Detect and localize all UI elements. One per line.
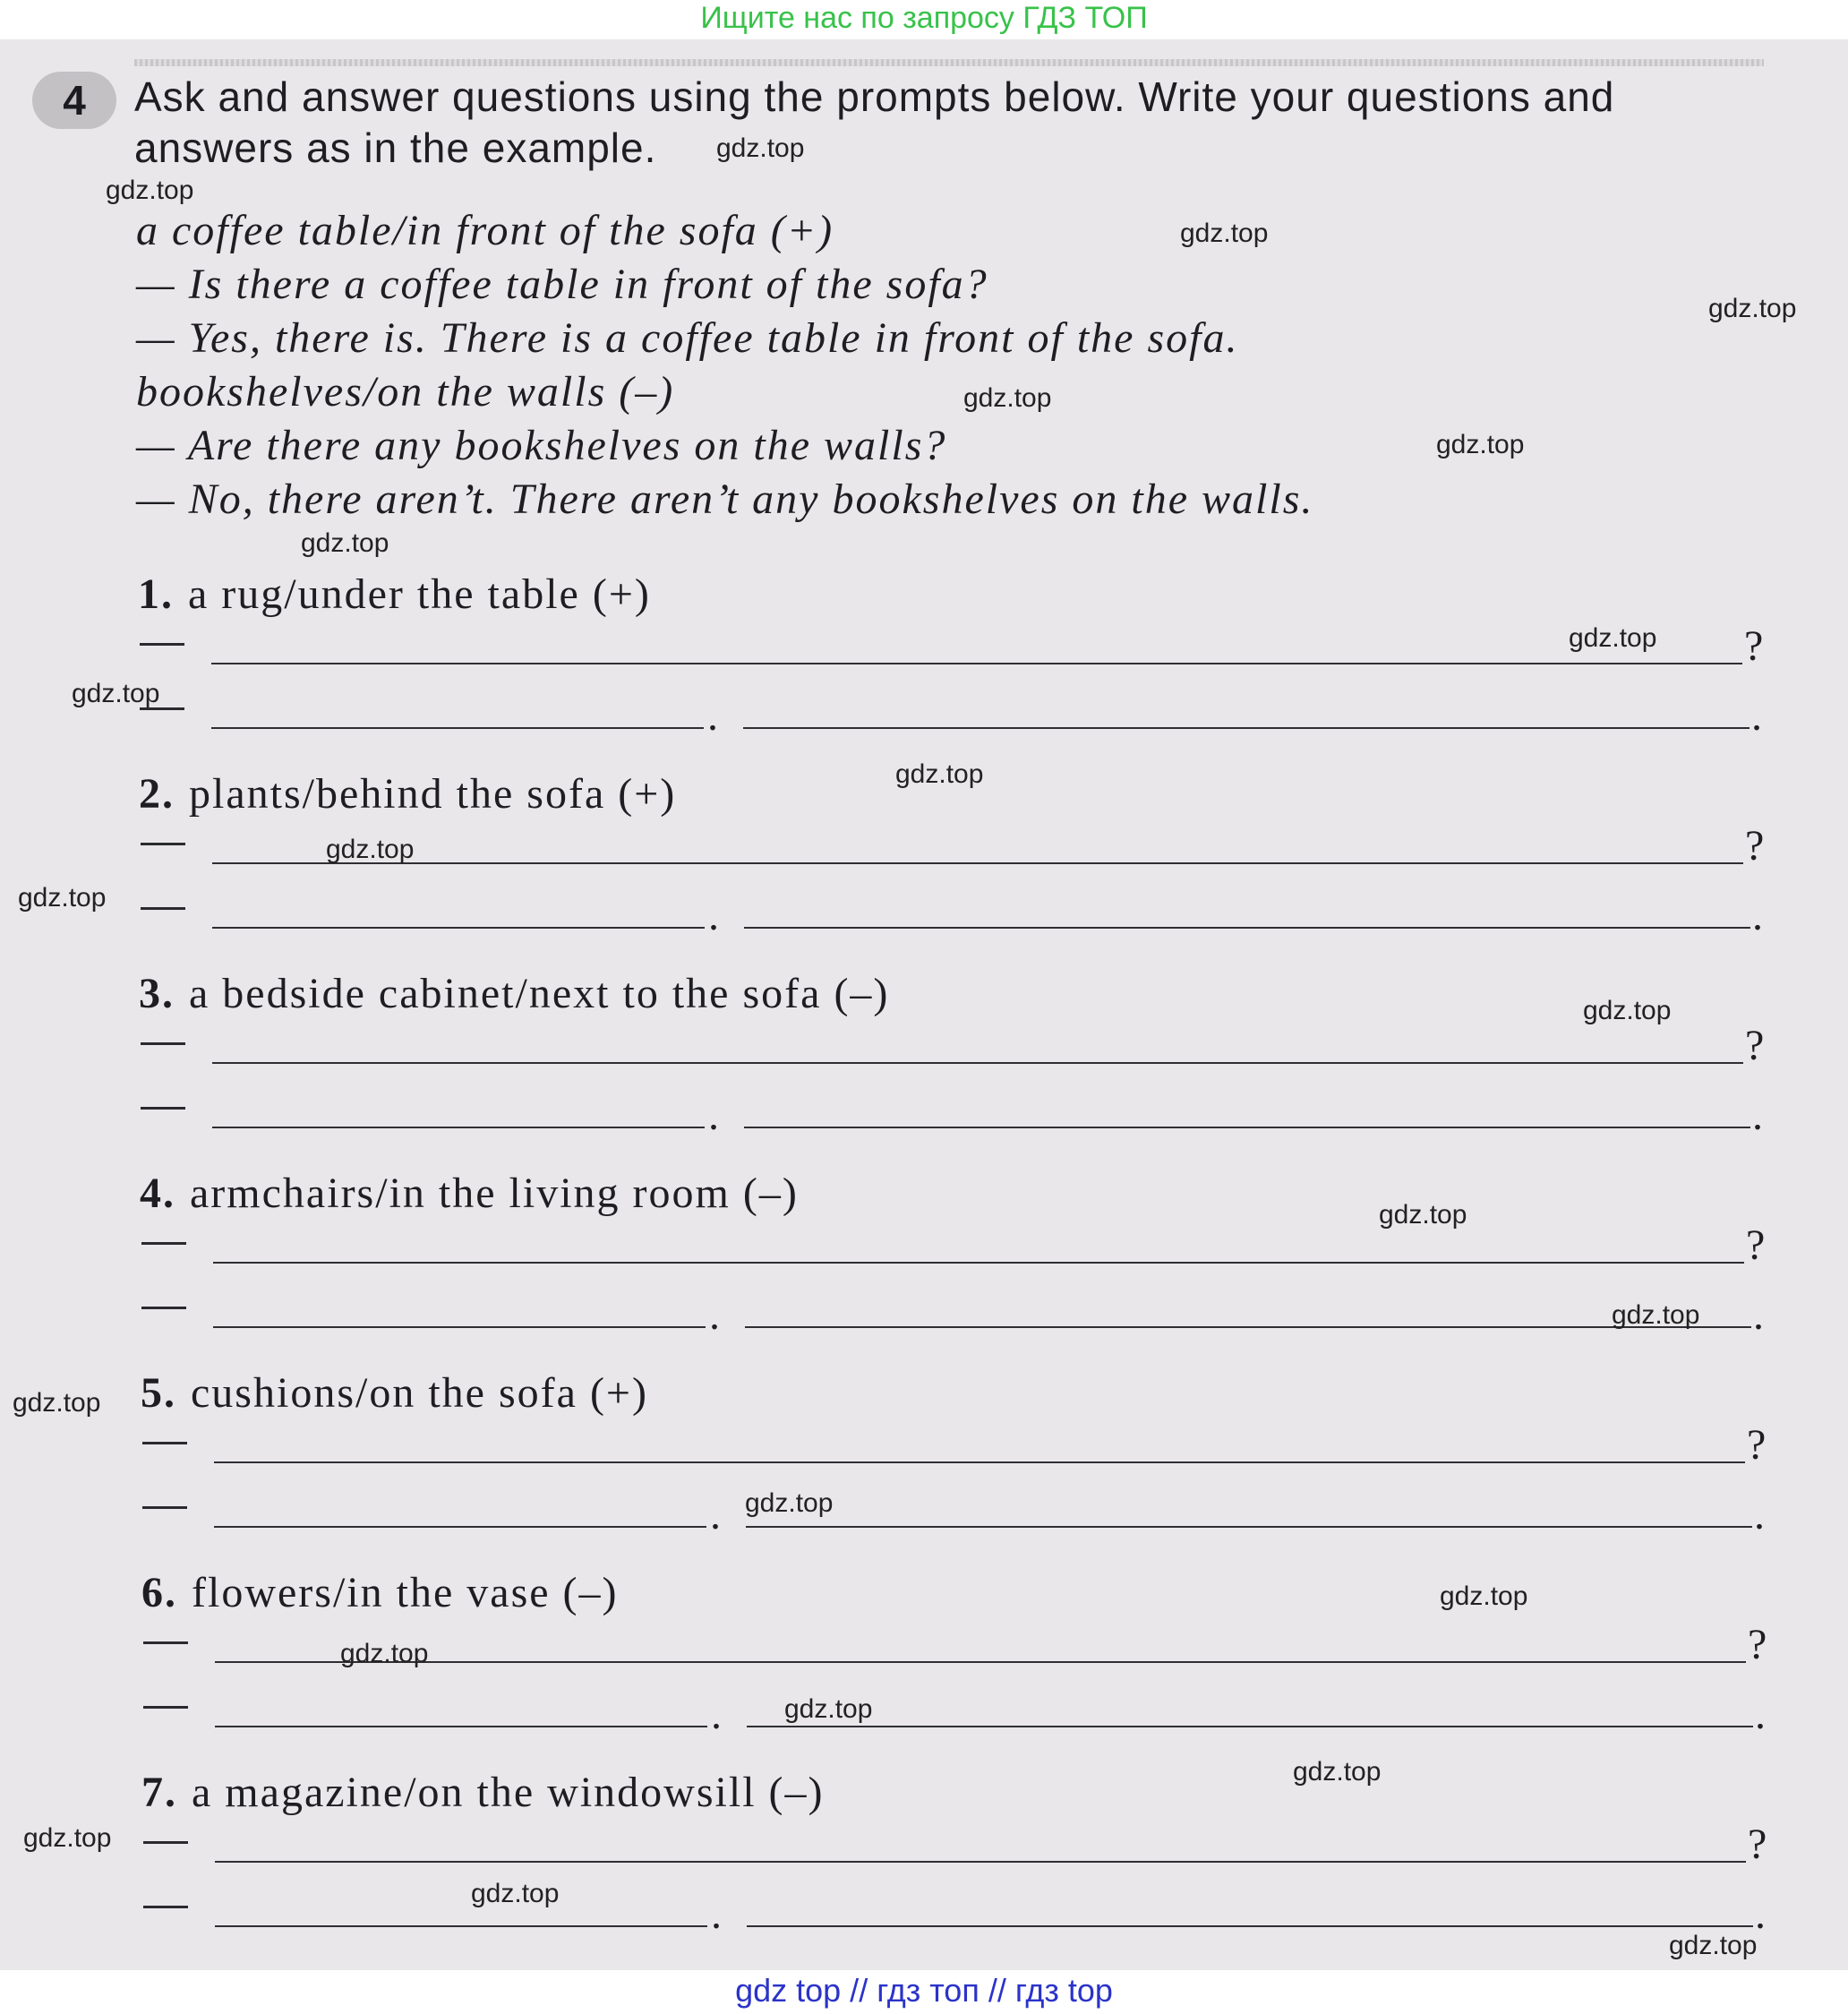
short-answer-line[interactable] — [213, 1326, 706, 1328]
question-answer-line[interactable] — [214, 1461, 1745, 1463]
period-mark: . — [710, 1491, 721, 1538]
item-number: 7. — [141, 1769, 177, 1816]
bottom-banner: gdz top // гдз топ // гдз top — [0, 1970, 1848, 2014]
question-answer-line[interactable] — [211, 663, 1742, 664]
full-answer-line[interactable] — [747, 1726, 1753, 1727]
watermark-text: gdz.top — [963, 383, 1052, 413]
watermark-text: gdz.top — [471, 1879, 560, 1908]
question-dash — [141, 843, 185, 845]
item-number: 5. — [141, 1369, 176, 1417]
item-prompt — [141, 1768, 825, 1817]
watermark-text: gdz.top — [1669, 1931, 1758, 1960]
example-answer-2: — No, there aren’t. There aren’t any bookshelves on the walls. — [136, 476, 1314, 523]
short-answer-line[interactable] — [215, 1726, 707, 1727]
question-dash — [142, 1442, 187, 1444]
workbook-page — [0, 39, 1848, 1970]
short-answer-line[interactable] — [214, 1526, 706, 1528]
item-text: flowers/in the vase (–) — [192, 1569, 619, 1616]
item-text: a bedside cabinet/next to the sofa (–) — [189, 970, 890, 1017]
question-answer-line[interactable] — [213, 1262, 1744, 1264]
period-mark: . — [708, 892, 719, 939]
watermark-text: gdz.top — [1440, 1581, 1528, 1611]
watermark-text: gdz.top — [1180, 219, 1269, 248]
question-mark: ? — [1745, 822, 1765, 870]
watermark-text: gdz.top — [72, 679, 160, 708]
period-mark: . — [1754, 1491, 1765, 1538]
watermark-text: gdz.top — [1612, 1300, 1700, 1330]
answer-dash — [141, 1107, 185, 1110]
period-mark: . — [1752, 892, 1763, 939]
short-answer-line[interactable] — [215, 1925, 707, 1927]
question-answer-line[interactable] — [212, 862, 1743, 864]
item-prompt — [141, 1368, 648, 1418]
example-answer-1: — Yes, there is. There is a coffee table in front of the sofa. — [136, 314, 1239, 362]
top-banner: Ищите нас по запросу ГДЗ ТОП — [0, 0, 1848, 39]
question-mark: ? — [1747, 1421, 1767, 1469]
item-prompt — [141, 1568, 619, 1617]
question-mark: ? — [1744, 622, 1764, 670]
exercise-number-badge: 4 — [32, 72, 116, 129]
exercise-instruction: Ask and answer questions using the prompts below. Write your questions and answers as in the example. — [134, 73, 1615, 171]
question-dash — [143, 1841, 188, 1844]
period-mark: . — [1755, 1890, 1766, 1938]
item-prompt — [140, 1169, 799, 1218]
watermark-text: gdz.top — [1708, 294, 1797, 323]
watermark-text: gdz.top — [301, 528, 389, 558]
watermark-text: gdz.top — [18, 883, 107, 913]
question-answer-line[interactable] — [215, 1661, 1746, 1663]
answer-dash — [142, 1506, 187, 1509]
period-mark: . — [1755, 1691, 1766, 1738]
full-answer-line[interactable] — [745, 1326, 1751, 1328]
watermark-text: gdz.top — [745, 1488, 834, 1518]
question-answer-line[interactable] — [215, 1861, 1746, 1863]
period-mark: . — [709, 1291, 720, 1339]
question-dash — [141, 1042, 185, 1045]
question-dash — [140, 643, 184, 646]
question-mark: ? — [1745, 1022, 1765, 1069]
question-mark: ? — [1746, 1221, 1766, 1269]
watermark-text: gdz.top — [1379, 1200, 1467, 1230]
example-prompt-2: bookshelves/on the walls (–) — [136, 368, 675, 416]
watermark-text: gdz.top — [716, 133, 805, 163]
watermark-text: gdz.top — [1436, 430, 1525, 459]
short-answer-line[interactable] — [212, 927, 705, 929]
period-mark: . — [708, 1092, 719, 1139]
question-dash — [141, 1242, 186, 1245]
period-mark: . — [711, 1890, 722, 1938]
watermark-text: gdz.top — [106, 176, 194, 205]
full-answer-line[interactable] — [746, 1526, 1752, 1528]
item-text: cushions/on the sofa (+) — [191, 1369, 648, 1417]
item-number: 4. — [140, 1170, 175, 1217]
short-answer-line[interactable] — [211, 727, 704, 729]
watermark-text: gdz.top — [1569, 623, 1657, 653]
answer-dash — [143, 1706, 188, 1709]
answer-dash — [141, 1307, 186, 1309]
watermark-text: gdz.top — [340, 1639, 429, 1668]
question-mark: ? — [1748, 1821, 1767, 1868]
question-answer-line[interactable] — [212, 1062, 1743, 1064]
item-prompt — [138, 570, 651, 619]
period-mark: . — [1753, 1291, 1764, 1339]
item-text: a rug/under the table (+) — [188, 570, 651, 618]
example-question-2: — Are there any bookshelves on the walls? — [136, 422, 947, 469]
item-prompt — [139, 769, 676, 818]
watermark-text: gdz.top — [1583, 996, 1672, 1025]
item-number: 2. — [139, 770, 175, 818]
question-mark: ? — [1748, 1621, 1767, 1668]
example-question-1: — Is there a coffee table in front of the sofa? — [136, 261, 988, 308]
item-prompt — [139, 969, 889, 1018]
full-answer-line[interactable] — [747, 1925, 1753, 1927]
period-mark: . — [711, 1691, 722, 1738]
item-number: 3. — [139, 970, 175, 1017]
question-dash — [143, 1641, 188, 1644]
period-mark: . — [707, 692, 718, 740]
short-answer-line[interactable] — [212, 1127, 705, 1128]
item-text: armchairs/in the living room (–) — [190, 1170, 799, 1217]
watermark-text: gdz.top — [13, 1388, 101, 1418]
period-mark: . — [1751, 692, 1762, 740]
item-text: plants/behind the sofa (+) — [189, 770, 677, 818]
top-rule — [134, 59, 1764, 66]
watermark-text: gdz.top — [784, 1694, 873, 1724]
watermark-text: gdz.top — [23, 1823, 112, 1853]
example-prompt-1: a coffee table/in front of the sofa (+) — [136, 207, 834, 254]
answer-dash — [141, 907, 185, 910]
item-number: 6. — [141, 1569, 177, 1616]
item-number: 1. — [138, 570, 174, 618]
full-answer-line[interactable] — [743, 727, 1750, 729]
watermark-text: gdz.top — [326, 835, 415, 864]
period-mark: . — [1752, 1092, 1763, 1139]
full-answer-line[interactable] — [744, 927, 1750, 929]
full-answer-line[interactable] — [744, 1127, 1750, 1128]
watermark-text: gdz.top — [895, 759, 984, 789]
watermark-text: gdz.top — [1293, 1757, 1382, 1787]
answer-dash — [143, 1906, 188, 1908]
item-text: a magazine/on the windowsill (–) — [192, 1769, 825, 1816]
